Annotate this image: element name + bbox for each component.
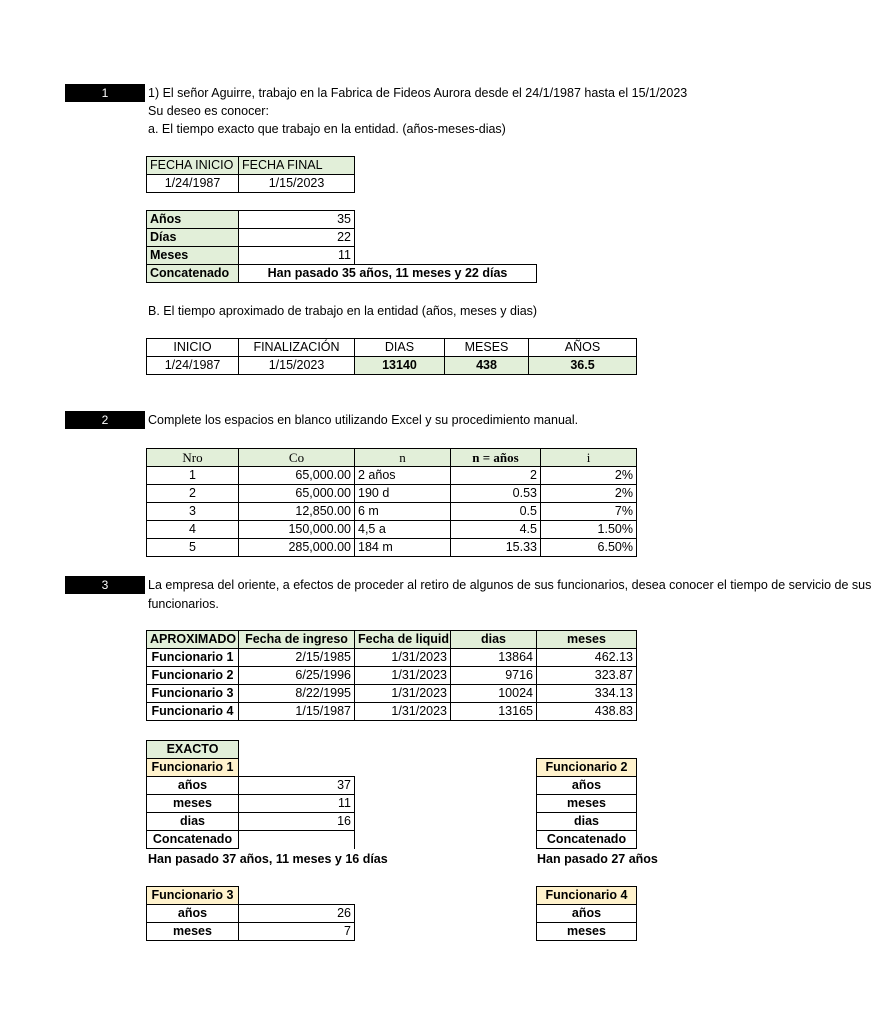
cell-i[interactable]: 7% <box>541 503 637 521</box>
header-n: n <box>355 449 451 467</box>
cell-co[interactable]: 65,000.00 <box>239 467 355 485</box>
cell-nro[interactable]: 5 <box>147 539 239 557</box>
cell-dias[interactable]: 13864 <box>451 649 537 667</box>
cell-n-anos[interactable]: 0.53 <box>451 485 541 503</box>
label-funcionario-2: Funcionario 2 <box>537 759 637 777</box>
cell-meses-aprox[interactable]: 438 <box>445 357 529 375</box>
question-number-3: 3 <box>65 576 145 594</box>
s3-line2: funcionarios. <box>148 597 219 611</box>
cell-meses[interactable]: 462.13 <box>537 649 637 667</box>
cell-ingreso[interactable]: 2/15/1985 <box>239 649 355 667</box>
cell-anos[interactable]: 37 <box>239 777 355 795</box>
table-row <box>147 521 637 539</box>
cell-i[interactable]: 2% <box>541 467 637 485</box>
cell-meses[interactable]: 334.13 <box>537 685 637 703</box>
cell-nro[interactable]: 4 <box>147 521 239 539</box>
cell-concatenado[interactable] <box>239 831 355 849</box>
f1-exacto-table <box>146 740 355 849</box>
table-row <box>147 667 637 685</box>
s1-line-b: B. El tiempo aproximado de trabajo en la entidad (años, meses y dias) <box>148 304 538 318</box>
cell-n[interactable]: 4,5 a <box>355 521 451 539</box>
label-anos: años <box>537 905 637 923</box>
header-fecha-final: FECHA FINAL <box>239 157 355 175</box>
label-anos: años <box>537 777 637 795</box>
cell-ingreso[interactable]: 8/22/1995 <box>239 685 355 703</box>
label-meses: Meses <box>147 247 239 265</box>
cell-nro[interactable]: 1 <box>147 467 239 485</box>
cell-meses[interactable]: 11 <box>239 795 355 813</box>
label-exacto: EXACTO <box>147 741 239 759</box>
cell-co[interactable]: 65,000.00 <box>239 485 355 503</box>
header-finalizacion: FINALIZACIÓN <box>239 339 355 357</box>
cell-finalizacion[interactable]: 1/15/2023 <box>239 357 355 375</box>
cell-nro[interactable]: 3 <box>147 503 239 521</box>
s1-statement: 1) El señor Aguirre, trabajo en la Fabrica de Fideos Aurora desde el 24/1/1987 hasta el 15/1/2023 <box>148 86 688 100</box>
label-funcionario-1: Funcionario 1 <box>147 759 239 777</box>
label-anos: años <box>147 777 239 795</box>
table-row <box>147 539 637 557</box>
header-nro: Nro <box>147 449 239 467</box>
cell-co[interactable]: 150,000.00 <box>239 521 355 539</box>
cell-n-anos[interactable]: 2 <box>451 467 541 485</box>
s1-aprox-table <box>146 338 637 375</box>
cell-meses[interactable]: 7 <box>239 923 355 941</box>
label-meses: meses <box>147 923 239 941</box>
header-n-anos: n = años <box>451 449 541 467</box>
question-number-2: 2 <box>65 411 145 429</box>
s3-aprox-table <box>146 630 637 721</box>
question-number-1: 1 <box>65 84 145 102</box>
cell-co[interactable]: 285,000.00 <box>239 539 355 557</box>
label-anos: años <box>147 905 239 923</box>
label-concatenado: Concatenado <box>147 265 239 283</box>
cell-dias[interactable]: 16 <box>239 813 355 831</box>
header-aproximado: APROXIMADO <box>147 631 239 649</box>
table-row <box>147 485 637 503</box>
table-row <box>147 703 637 721</box>
s2-statement: Complete los espacios en blanco utilizando Excel y su procedimiento manual. <box>148 413 579 427</box>
cell-dias[interactable]: 10024 <box>451 685 537 703</box>
cell-fecha-inicio[interactable]: 1/24/1987 <box>147 175 239 193</box>
s1-dates-table <box>146 156 355 193</box>
header-fecha-inicio: FECHA INICIO <box>147 157 239 175</box>
header-dias: DIAS <box>355 339 445 357</box>
label-concatenado: Concatenado <box>147 831 239 849</box>
cell-inicio[interactable]: 1/24/1987 <box>147 357 239 375</box>
header-co: Co <box>239 449 355 467</box>
s3-statement: La empresa del oriente, a efectos de proceder al retiro de algunos de sus funcionarios, desea conocer el tiempo de servicio de sus <box>148 578 871 592</box>
cell-ingreso[interactable]: 1/15/1987 <box>239 703 355 721</box>
cell-anos[interactable]: 26 <box>239 905 355 923</box>
f2-exacto-table <box>536 758 637 849</box>
cell-nro[interactable]: 2 <box>147 485 239 503</box>
cell-dias[interactable]: 13165 <box>451 703 537 721</box>
cell-n[interactable]: 6 m <box>355 503 451 521</box>
header-anos: AÑOS <box>529 339 637 357</box>
cell-liquid[interactable]: 1/31/2023 <box>355 649 451 667</box>
s1-exacto-table <box>146 210 537 283</box>
cell-meses[interactable]: 11 <box>239 247 355 265</box>
header-fecha-ingreso: Fecha de ingreso <box>239 631 355 649</box>
cell-i[interactable]: 1.50% <box>541 521 637 539</box>
header-dias: dias <box>451 631 537 649</box>
s1-line2: Su deseo es conocer: <box>148 104 269 118</box>
cell-funcionario[interactable]: Funcionario 3 <box>147 685 239 703</box>
header-inicio: INICIO <box>147 339 239 357</box>
f3-exacto-table <box>146 886 355 941</box>
cell-funcionario[interactable]: Funcionario 4 <box>147 703 239 721</box>
label-concatenado: Concatenado <box>537 831 637 849</box>
cell-fecha-final[interactable]: 1/15/2023 <box>239 175 355 193</box>
cell-co[interactable]: 12,850.00 <box>239 503 355 521</box>
cell-dias[interactable]: 9716 <box>451 667 537 685</box>
f1-concat-text: Han pasado 37 años, 11 meses y 16 días <box>148 852 388 866</box>
cell-liquid[interactable]: 1/31/2023 <box>355 685 451 703</box>
cell-concatenado[interactable]: Han pasado 35 años, 11 meses y 22 días <box>239 265 537 283</box>
header-meses: meses <box>537 631 637 649</box>
header-fecha-liquid: Fecha de liquid <box>355 631 451 649</box>
label-funcionario-3: Funcionario 3 <box>147 887 239 905</box>
cell-anos-aprox[interactable]: 36.5 <box>529 357 637 375</box>
cell-n[interactable]: 190 d <box>355 485 451 503</box>
header-meses: MESES <box>445 339 529 357</box>
cell-n-anos[interactable]: 4.5 <box>451 521 541 539</box>
header-i: i <box>541 449 637 467</box>
f4-exacto-table <box>536 886 637 941</box>
cell-funcionario[interactable]: Funcionario 2 <box>147 667 239 685</box>
label-meses: meses <box>537 923 637 941</box>
label-meses: meses <box>537 795 637 813</box>
table-row <box>147 503 637 521</box>
cell-n[interactable]: 2 años <box>355 467 451 485</box>
cell-meses[interactable]: 323.87 <box>537 667 637 685</box>
cell-funcionario[interactable]: Funcionario 1 <box>147 649 239 667</box>
cell-anos[interactable]: 35 <box>239 211 355 229</box>
table-row <box>147 467 637 485</box>
cell-dias-aprox[interactable]: 13140 <box>355 357 445 375</box>
label-funcionario-4: Funcionario 4 <box>537 887 637 905</box>
cell-n-anos[interactable]: 0.5 <box>451 503 541 521</box>
cell-i[interactable]: 2% <box>541 485 637 503</box>
cell-ingreso[interactable]: 6/25/1996 <box>239 667 355 685</box>
cell-meses[interactable]: 438.83 <box>537 703 637 721</box>
cell-i[interactable]: 6.50% <box>541 539 637 557</box>
label-dias: dias <box>537 813 637 831</box>
table-row <box>147 685 637 703</box>
label-dias: dias <box>147 813 239 831</box>
label-anos: Años <box>147 211 239 229</box>
cell-n[interactable]: 184 m <box>355 539 451 557</box>
label-dias: Días <box>147 229 239 247</box>
table-row <box>147 649 637 667</box>
s1-line3: a. El tiempo exacto que trabajo en la entidad. (años-meses-dias) <box>148 122 506 136</box>
f2-concat-text: Han pasado 27 años <box>537 852 658 866</box>
cell-liquid[interactable]: 1/31/2023 <box>355 703 451 721</box>
cell-liquid[interactable]: 1/31/2023 <box>355 667 451 685</box>
label-meses: meses <box>147 795 239 813</box>
cell-n-anos[interactable]: 15.33 <box>451 539 541 557</box>
s2-table <box>146 448 637 557</box>
cell-dias[interactable]: 22 <box>239 229 355 247</box>
